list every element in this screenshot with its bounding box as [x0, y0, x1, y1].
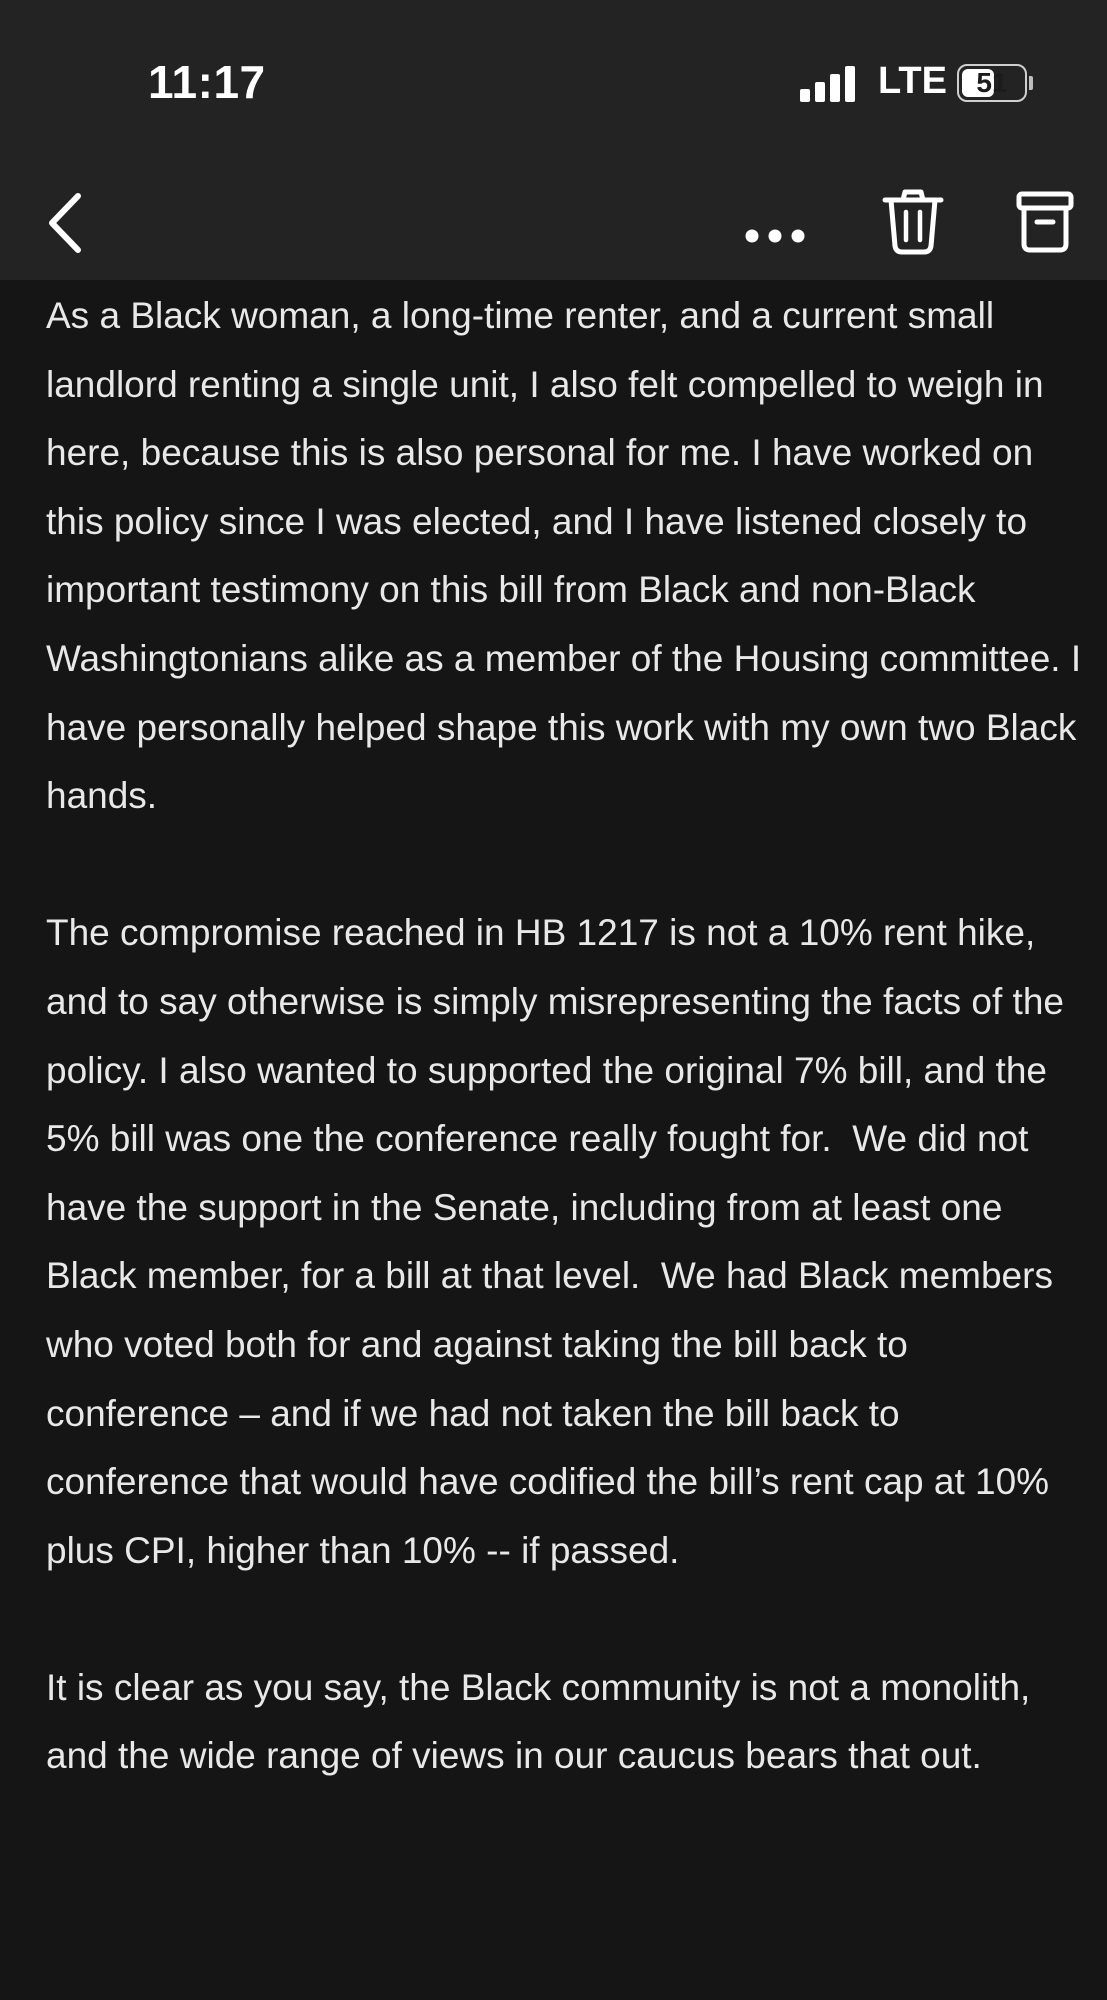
status-time: 11:17: [148, 56, 266, 108]
signal-strength-icon: [800, 66, 858, 102]
trash-icon: [878, 180, 948, 260]
message-paragraph: It is clear as you say, the Black community is not a monolith, and the wide range of views in our caucus bears that out.: [46, 1666, 1041, 1777]
top-bar: [0, 0, 1107, 280]
more-horizontal-icon: [735, 190, 815, 260]
delete-button[interactable]: [878, 180, 948, 260]
chevron-left-icon: [40, 188, 100, 258]
message-paragraph: As a Black woman, a long-time renter, and a current small landlord renting a single unit, I also felt compelled to weigh in here, because this is also personal for me. I have worked on this policy since I was elected, and I have listened closely to important testimony on this bill from Black and non-Black Washingtonians alike as a member of the Housing committee. I have personally helped shape this work with my own two Black hands.: [46, 295, 1092, 817]
battery-icon: [957, 64, 1027, 102]
message-toolbar: [0, 170, 1107, 280]
archive-icon: [1010, 180, 1080, 260]
network-type: LTE: [878, 60, 947, 102]
status-bar: [0, 0, 1107, 170]
battery-level: 51: [976, 67, 1008, 98]
archive-button[interactable]: [1010, 180, 1080, 260]
message-body: [46, 282, 1092, 1791]
message-paragraph: The compromise reached in HB 1217 is not a 10% rent hike, and to say otherwise is simply misrepresenting the facts of the policy. I also wanted to supported the original 7% bill, and the 5% bill was one the conference really fought for. We did not have the support in the Senate, including from at least one Black member, for a bill at that level. We had Black members who voted both for and against taking the bill back to conference – and if we had not taken the bill back to conference that would have codified the bill’s rent cap at 10% plus CPI, higher than 10% -- if passed.: [46, 912, 1075, 1571]
back-button[interactable]: [40, 188, 100, 258]
battery-nub: [1029, 76, 1033, 90]
more-button[interactable]: [735, 190, 815, 260]
